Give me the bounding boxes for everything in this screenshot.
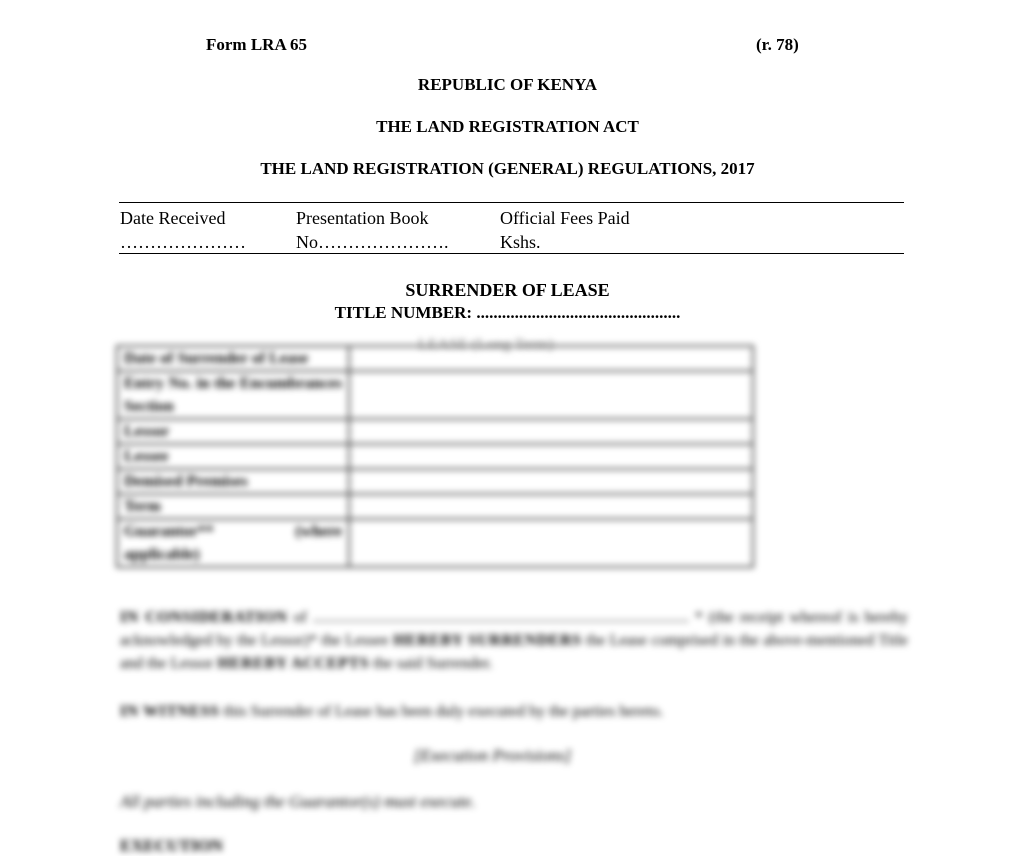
row-label-date-of-surrender: Date of Surrender of Lease bbox=[117, 346, 349, 371]
table-row bbox=[117, 346, 753, 371]
witness-lead: IN WITNESS bbox=[120, 703, 220, 720]
table-row bbox=[117, 519, 753, 567]
consideration-text-1: of .............................................................................................. * (the receipt whereof is hereby acknowledged by the Lessor)* the Lessee bbox=[120, 609, 908, 649]
hereby-surrenders: HEREBY SURRENDERS bbox=[393, 632, 582, 649]
row-value-term[interactable] bbox=[349, 494, 753, 519]
row-label-lessor: Lessor bbox=[117, 419, 349, 444]
lease-details-table bbox=[116, 345, 754, 568]
row-value-entry-no[interactable] bbox=[349, 371, 753, 419]
lease-table-caption: LEASE (Long Term) bbox=[418, 336, 554, 353]
witness-text: this Surrender of Lease has been duly executed by the parties hereto. bbox=[219, 703, 664, 720]
consideration-lead: IN CONSIDERATION bbox=[120, 609, 288, 626]
row-value-lessee[interactable] bbox=[349, 444, 753, 469]
official-fees-label: Official Fees Paid bbox=[500, 208, 630, 228]
date-received bbox=[120, 206, 246, 254]
table-row bbox=[117, 419, 753, 444]
table-row bbox=[117, 371, 753, 419]
table-row bbox=[117, 494, 753, 519]
regulations-heading: THE LAND REGISTRATION (GENERAL) REGULATIONS, 2017 bbox=[260, 159, 755, 178]
rule-reference: (r. 78) bbox=[756, 35, 799, 54]
row-label-entry-no: Entry No. in the Encumbrances Section bbox=[117, 371, 349, 419]
receipt-top-rule bbox=[119, 202, 904, 203]
all-parties-note: All parties including the Guarantor(s) must execute. bbox=[120, 792, 476, 811]
consideration-text-3: the said Surrender. bbox=[369, 655, 493, 672]
table-row bbox=[117, 444, 753, 469]
date-received-dots: ………………… bbox=[120, 232, 246, 252]
act-heading: THE LAND REGISTRATION ACT bbox=[376, 117, 639, 136]
row-value-date-of-surrender[interactable] bbox=[349, 346, 753, 371]
hereby-accepts: HEREBY ACCEPTS bbox=[217, 655, 370, 672]
consideration-text-2: the Lease comprised in the above-mentioned Title and the Lessor bbox=[120, 632, 909, 672]
date-received-label: Date Received bbox=[120, 208, 226, 228]
consideration-paragraph bbox=[120, 606, 908, 675]
row-label-lessee: Lessee bbox=[117, 444, 349, 469]
receipt-bottom-rule bbox=[119, 253, 904, 254]
row-value-guarantor[interactable] bbox=[349, 519, 753, 567]
row-value-lessor[interactable] bbox=[349, 419, 753, 444]
presentation-book-no: No…………………. bbox=[296, 232, 449, 252]
row-value-demised-premises[interactable] bbox=[349, 469, 753, 494]
official-fees bbox=[500, 206, 630, 254]
country-heading: REPUBLIC OF KENYA bbox=[417, 75, 598, 94]
presentation-book bbox=[296, 206, 449, 254]
witness-paragraph bbox=[120, 700, 908, 723]
document-title: SURRENDER OF LEASE bbox=[405, 280, 610, 300]
official-fees-currency: Kshs. bbox=[500, 232, 541, 252]
execution-heading: EXECUTION bbox=[120, 836, 223, 855]
row-label-demised-premises: Demised Premises bbox=[117, 469, 349, 494]
row-label-term: Term bbox=[117, 494, 349, 519]
form-number: Form LRA 65 bbox=[206, 35, 308, 54]
presentation-book-label: Presentation Book bbox=[296, 208, 429, 228]
title-number: TITLE NUMBER: ................................................ bbox=[334, 303, 681, 322]
execution-provisions: [Execution Provisions] bbox=[413, 746, 572, 765]
row-label-guarantor: Guarantor** (where applicable) bbox=[117, 519, 349, 567]
table-row bbox=[117, 469, 753, 494]
